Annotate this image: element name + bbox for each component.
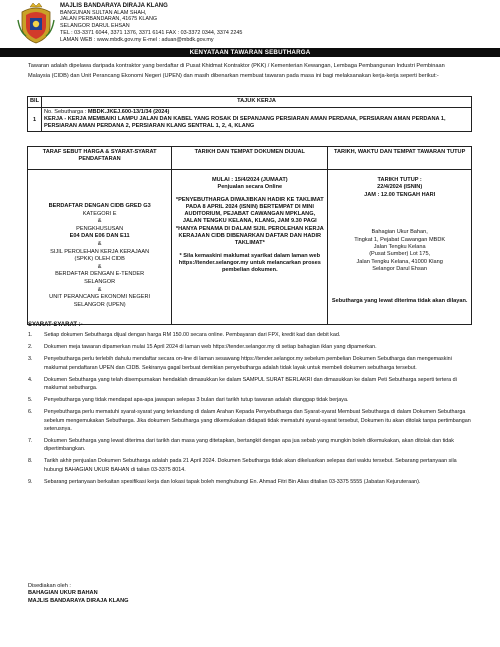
reg-line: BERDAFTAR DENGAN E-TENDER (55, 271, 145, 278)
address-line: SELANGOR DARUL EHSAN (60, 23, 130, 30)
tender-info-table (27, 146, 472, 325)
closing-address-line: Jalan Tengku Kelana (373, 244, 426, 251)
reg-line: & (97, 286, 102, 293)
closing-address-line: (Pusat Sumber) Lot 175, (369, 251, 431, 258)
reg-line: BERDAFTAR DENGAN CIDB GRED G3 (48, 203, 151, 209)
closing-label: TARIKH TUTUP : (377, 177, 422, 183)
org-name: MAJLIS BANDARAYA DIRAJA KLANG (60, 3, 168, 9)
reg-line: E04 DAN E06 DAN E11 (69, 233, 130, 240)
list-item: 6. Penyebutharga perlu mematuhi syarat-syarat yang terkandung di dalam Arahan Kepada Penyebutharga dan Syarat-syarat Membuat Sebutharga di dalam Dokumen Sebutharga sebelum mengemukakan Sebutharga. Jika dokumen Sebutharga yang dikemukakan didapati tidak mematuhi syarat-syarat tersebut, Dokumen itu akan ditolak tanpa pertimbangan seterusnya. (28, 409, 471, 432)
table-row (28, 170, 472, 325)
sale-online: Penjualan secara Online (217, 184, 283, 191)
list-item: 8. Tarikh akhir penjualan Dokumen Sebutharga adalah pada 21 April 2024. Dokumen Sebutharga tidak akan dikeluarkan selepas dari waktu tersebut. Sebarang pertanyaan sila hubungi BAHAGIAN UKUR BAHAN di talian 03-3375 8014. (28, 458, 457, 473)
ref-prefix: No. Sebutharga : (44, 109, 88, 115)
closing-address-line: Tingkat 1, Pejabat Cawangan MBDK (354, 236, 446, 243)
closing-date: 22/4/2024 (ISNIN) (377, 184, 423, 191)
address-line: BANGUNAN SULTAN ALAM SHAH, (60, 9, 147, 16)
reg-line: & (97, 240, 102, 247)
col-bil-header: BIL (28, 97, 42, 108)
list-item: 1. Setiap dokumen Sebutharga dijual dengan harga RM 150.00 secara online. Pembayaran dari FPX, kredit kad dan debit kad. (28, 332, 341, 338)
list-item: 4. Dokumen Sebutharga yang telah disempurnakan hendaklah dimasukkan ke dalam SAMPUL SURAT BERLAKRI dan dimasukkan ke dalam Peti Sebutharga seperti tertera di maklumat sebutharga. (28, 376, 457, 392)
mbdk-crest-logo (16, 2, 56, 44)
prepared-by-label: Disediakan oleh : (28, 583, 71, 589)
col-registration-header: TARAF SEBUT HARGA & SYARAT-SYARAT PENDAFTARAN (28, 147, 172, 170)
col-tajuk-header: TAJUK KERJA (42, 97, 472, 108)
list-item: 3. Penyebutharga perlu terlebih dahulu mendaftar secara on-line di laman sesawang https://tender.selangor.my sebelum pembelian Dokumen Sebutharga dan mengemaskini maklumat pendaftaran UPEN dan CIDB. Sekiranya gagal berbuat demikian penyebutharga adalah tidak layak untuk membeli dokumen sebutharga tersebut. (28, 356, 452, 371)
reg-line: & (97, 218, 102, 225)
conditions-list (28, 331, 473, 486)
work-title: KERJA - KERJA MEMBAIKI LAMPU JALAN DAN KABEL YANG ROSAK DI SEPANJANG PERSIARAN AMAN PERDANA, PERSIARAN AMAN PERDANA 1, PERSIARAN AMAN PERDANA 2, PERSIARAN KLANG SENTRAL 1, 2, 4, KLANG (44, 116, 446, 129)
list-item: 7. Dokumen Sebutharga yang lewat diterima dari tarikh dan masa yang ditetapkan, bertangkit dengan apa jua sebab yang mungkin boleh dikemukakan, akan ditolak dan tidak dipertimbangkan. (28, 438, 454, 453)
reg-line: (SPKK) OLEH CIDB (74, 256, 125, 263)
list-item: 5. Penyebutharga yang tidak mendapat apa-apa jawapan selepas 3 bulan dari tarikh tutup tawaran adalah dianggap tidak berjaya. (28, 397, 349, 404)
row-number: 1 (28, 108, 42, 132)
closing-cell (328, 170, 472, 325)
org-address-block (60, 3, 242, 43)
update-notice: * Sila kemaskini maklumat syarikat dalam laman web https://tender.selangor.my untuk melancarkan proses pembelian dokumen. (178, 252, 321, 274)
ref-number: MBDK.JKEJ.600-13/1/34 (2024) (87, 109, 170, 115)
col-closing-header: TARIKH, WAKTU DAN TEMPAT TAWARAN TUTUP (328, 147, 472, 170)
col-sale-header: TARIKH DAN TEMPAT DOKUMEN DIJUAL (172, 147, 328, 170)
late-notice: Sebutharga yang lewat diterima tidak akan dilayan. (331, 297, 468, 304)
list-item: 2. Dokumen meja tawaran dipamerkan mulai 15 April 2024 di laman web https://tender.selangor.my di setiap bahagian iklan yang dipamerkan. (28, 344, 377, 351)
signature-block (28, 583, 129, 605)
cidb-notice: *HANYA PENAMA DI DALAM SIJIL PEROLEHAN KERJA KERAJAAN CIDB DIBENARKAN DAFTAR DAN HADIR TAKLIMAT* (175, 225, 324, 247)
briefing-notice: *PENYEBUTHARGA DIWAJIBKAN HADIR KE TAKLIMAT PADA 8 APRIL 2024 (ISNIN) BERTEMPAT DI MINI AUDITORIUM, PEJABAT CAWANGAN MPKLANG, JALAN TENGKU KELANA, KLANG, JAM 9.30 PAGI (175, 196, 324, 225)
address-line: JALAN PERBANDARAN, 41675 KLANG (60, 16, 158, 23)
reg-line: PENGKHUSUSAN (76, 225, 124, 232)
reg-line: UNIT PERANCANG EKONOMI NEGERI (49, 294, 151, 301)
closing-address-line: Jalan Tengku Kelana, 41000 Klang (356, 258, 443, 265)
department-name: BAHAGIAN UKUR BAHAN (28, 590, 98, 597)
reg-line: SELANGOR (84, 278, 116, 285)
sale-cell (172, 170, 328, 325)
sale-start: MULAI : 15/4/2024 (JUMAAT) (211, 177, 288, 183)
reg-line: KATEGORI E (82, 210, 117, 217)
closing-time: JAM : 12.00 TENGAH HARI (364, 191, 436, 198)
list-item: 9. Sebarang pertanyaan berkaitan spesifikasi kerja dan lokasi tapak boleh menghubungi En. Ahmad Fitri Bin Alias ditalian 03-3375 5555 (Jabatan Kejuruteraan). (28, 478, 421, 485)
council-name: MAJLIS BANDARAYA DIRAJA KLANG (28, 597, 129, 604)
reg-line: SELANGOR (UPEN) (73, 301, 126, 308)
work-title-table (27, 96, 472, 132)
reg-line: SIJIL PEROLEHAN KERJA KERAJAAN (50, 248, 150, 255)
closing-address-line: Bahagian Ukur Bahan, (371, 229, 428, 236)
registration-cell (28, 170, 172, 325)
conditions-heading: SYARAT-SYARAT :- (28, 322, 83, 328)
intro-paragraph: Tawaran adalah dipelawa daripada kontraktor yang berdaftar di Pusat Khidmat Kontraktor (PKK) / Kementerian Kewangan, Lembaga Pembangunan Industri Pembinaan Malaysia (CIDB) dan Unit Perancang Ekonomi Negeri (UPEN) dan masih dibenarkan membuat tawaran pada masa ini bagi melaksanakan kerja-kerja seperti berikut:- (28, 63, 445, 79)
closing-address-line: Selangor Darul Ehsan (372, 266, 428, 273)
work-details (42, 108, 472, 132)
reg-line: & (97, 263, 102, 270)
web-line: LAMAN WEB : www.mbdk.gov.my E-mel : aduan@mbdk.gov.my (60, 36, 214, 43)
table-row (28, 108, 472, 132)
notice-banner: KENYATAAN TAWARAN SEBUTHARGA (0, 48, 500, 57)
contact-line: TEL : 03-3371 6044, 3371 1376, 3371 6141 FAX : 03-3372 0344, 3374 2245 (60, 29, 243, 36)
